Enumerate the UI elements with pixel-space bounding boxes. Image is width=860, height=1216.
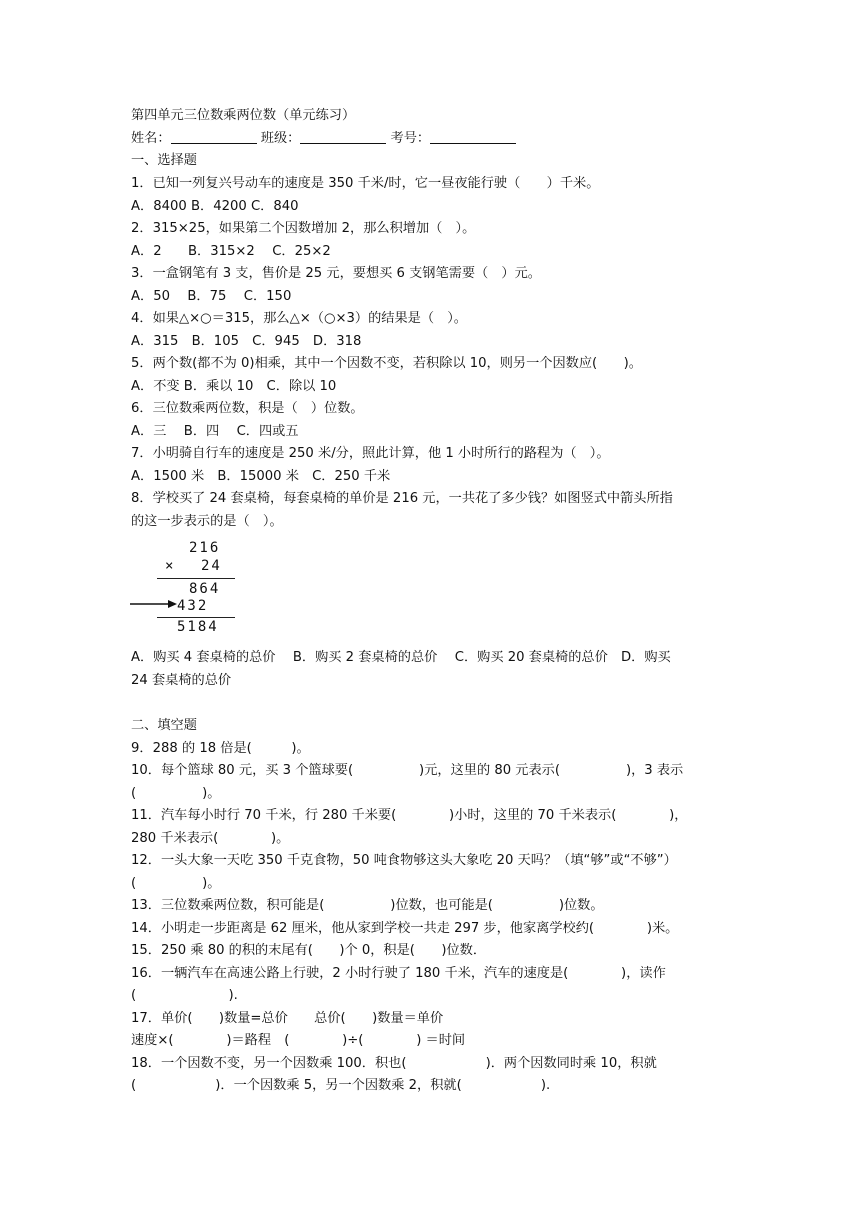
- calc-rule-1: [157, 578, 235, 579]
- exam-number-blank[interactable]: [430, 130, 516, 144]
- name-blank[interactable]: [171, 130, 257, 144]
- fill-line: 10．每个篮球 80 元，买 3 个篮球要( )元，这里的 80 元表示( )，3 表示: [131, 763, 684, 778]
- fill-line: 13．三位数乘两位数，积可能是( )位数，也可能是( )位数。: [131, 898, 604, 913]
- worksheet-title: 第四单元三位数乘两位数（单元练习）: [131, 108, 356, 123]
- question-6: 6．三位数乘两位数，积是（ ）位数。: [131, 401, 364, 416]
- question-8-line1: 8．学校买了 24 套桌椅，每套桌椅的单价是 216 元，一共花了多少钱？如图竖式中箭头所指: [131, 491, 673, 506]
- fill-line: ( )。: [131, 786, 221, 801]
- question-4-options: A．315 B．105 C．945 D．318: [131, 334, 362, 349]
- question-5: 5．两个数(都不为 0)相乘，其中一个因数不变，若积除以 10，则另一个因数应( )。: [131, 356, 642, 371]
- multiplier: 24: [201, 558, 222, 574]
- question-1: 1．已知一列复兴号动车的速度是 350 千米/时，它一昼夜能行驶（ ）千米。: [131, 176, 600, 191]
- question-5-options: A．不变 B．乘以 10 C．除以 10: [131, 379, 337, 394]
- question-7-options: A．1500 米 B．15000 米 C．250 千米: [131, 469, 391, 484]
- question-8-options-line2: 24 套桌椅的总价: [131, 673, 232, 688]
- calc-result: 5184: [177, 619, 219, 635]
- vertical-multiplication: [131, 538, 241, 636]
- partial-product-1: 864: [189, 581, 221, 597]
- class-label: 班级：: [260, 131, 301, 146]
- fill-line: 14．小明走一步距离是 62 厘米，他从家到学校一共走 297 步，他家离学校约( )米。: [131, 921, 679, 936]
- fill-line: ( ).: [131, 988, 238, 1003]
- fill-line: 17．单价( )数量=总价 总价( )数量＝单价: [131, 1011, 444, 1026]
- fill-line: 18．一个因数不变，另一个因数乘 100．积也( )．两个因数同时乘 10，积就: [131, 1056, 657, 1071]
- question-4: 4．如果△×○＝315，那么△×（○×3）的结果是（ ）。: [131, 311, 467, 326]
- question-8-line2: 的这一步表示的是（ ）。: [131, 514, 283, 529]
- multiplicand: 216: [189, 540, 221, 556]
- fill-line: 9．288 的 18 倍是( )。: [131, 741, 310, 756]
- exam-number-label: 考号：: [390, 131, 431, 146]
- fill-line: 16．一辆汽车在高速公路上行驶，2 小时行驶了 180 千米，汽车的速度是( )，读作: [131, 966, 666, 981]
- class-blank[interactable]: [300, 130, 386, 144]
- section-fill-heading: 二、填空题: [131, 718, 197, 733]
- question-2: 2．315×25，如果第二个因数增加 2，那么积增加（ ）。: [131, 221, 476, 236]
- question-3: 3．一盒钢笔有 3 支，售价是 25 元，要想买 6 支钢笔需要（ ）元。: [131, 266, 541, 281]
- fill-line: 15．250 乘 80 的积的末尾有( )个 0，积是( )位数．: [131, 943, 487, 958]
- calc-rule-2: [157, 617, 235, 618]
- student-info-row: [131, 129, 731, 148]
- question-7: 7．小明骑自行车的速度是 250 米/分，照此计算，他 1 小时所行的路程为（ ）。: [131, 446, 610, 461]
- fill-line: 速度×( )＝路程 ( )÷( ) ＝时间: [131, 1033, 466, 1048]
- fill-line: ( )。: [131, 876, 221, 891]
- question-2-options: A．2 B．315×2 C．25×2: [131, 244, 331, 259]
- partial-product-2: 432: [177, 598, 209, 614]
- fill-line: 12．一头大象一天吃 350 千克食物，50 吨食物够这头大象吃 20 天吗？（填“够”或“不够”）: [131, 853, 677, 868]
- arrow-right-icon: [130, 598, 180, 610]
- fill-line: 11．汽车每小时行 70 千米，行 280 千米要( )小时，这里的 70 千米表示( )，: [131, 808, 688, 823]
- fill-line: 280 千米表示( )。: [131, 831, 290, 846]
- fill-line: ( )．一个因数乘 5，另一个因数乘 2，积就( ).: [131, 1078, 551, 1093]
- question-8-options-line1: A．购买 4 套桌椅的总价 B．购买 2 套桌椅的总价 C．购买 20 套桌椅的总价 D．购买: [131, 650, 671, 665]
- question-6-options: A．三 B．四 C．四或五: [131, 424, 299, 439]
- multiply-sign: ×: [165, 558, 176, 574]
- name-label: 姓名：: [131, 131, 171, 146]
- question-3-options: A．50 B．75 C．150: [131, 289, 292, 304]
- section-choice-heading: 一、选择题: [131, 153, 197, 168]
- question-1-options: A．8400 B．4200 C．840: [131, 199, 299, 214]
